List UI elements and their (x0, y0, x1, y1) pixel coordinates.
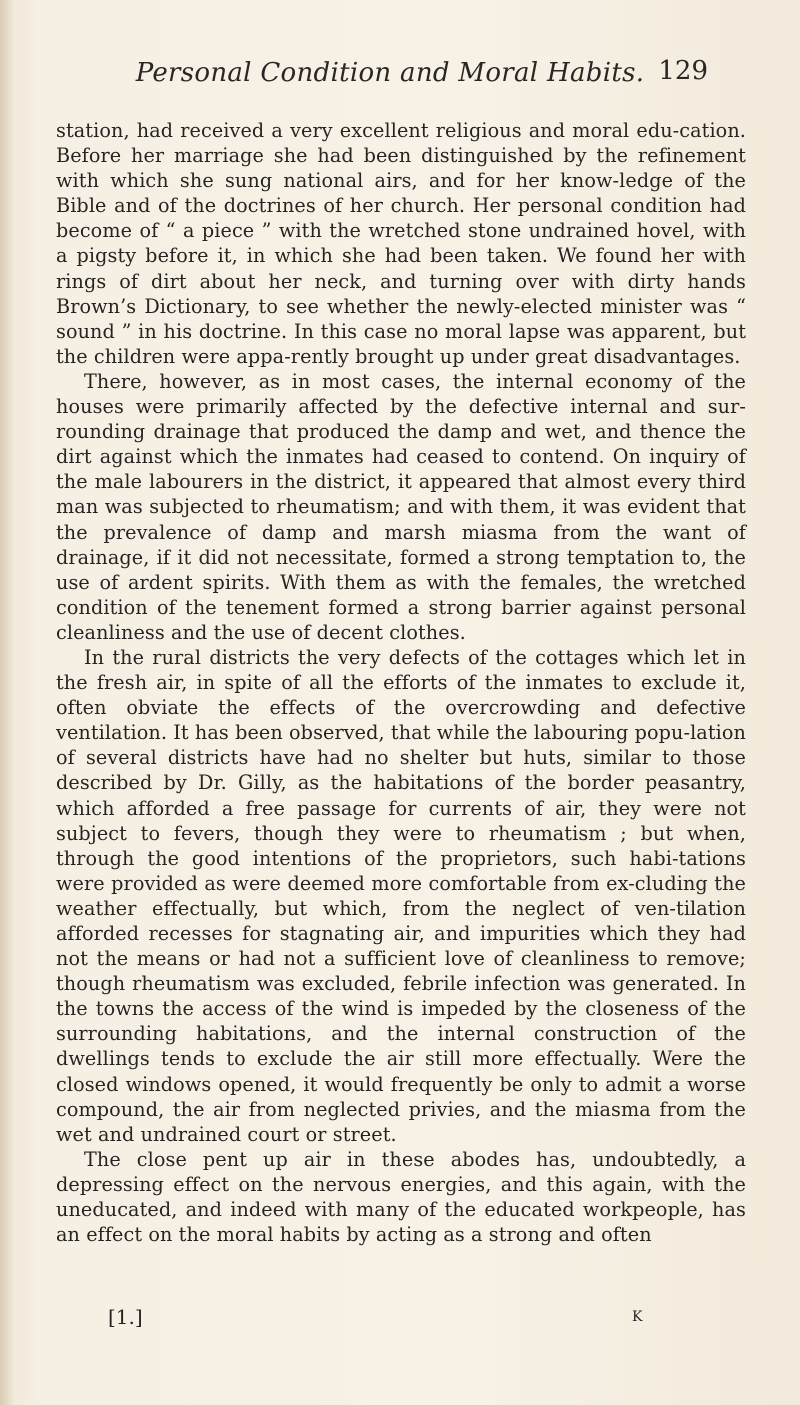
page-number: 129 (658, 56, 708, 86)
running-title: Personal Condition and Moral Habits. (135, 58, 645, 88)
spine-shadow (0, 0, 14, 1405)
paragraph-1: station, had received a very excellent religious and moral edu-cation. Before her marriage she had been distinguished by the refinement with which she sung national airs, and for her know-ledge of the Bible and of the doctrines of her church. Her personal condition had become of “ a piece ” with the wretched stone undrained hovel, with a pigsty before it, in which she had been taken. We found her with rings of dirt about her neck, and turning over with dirty hands Brown’s Dictionary, to see whether the newly-elected minister was “ sound ” in his doctrine. In this case no moral lapse was apparent, but the children were appa-rently brought up under great disadvantages. (56, 119, 746, 368)
paragraph-3: In the rural districts the very defects of the cottages which let in the fresh air, in spite of all the efforts of the inmates to exclude it, often obviate the effects of the overcrowding and defective ventilation. It has been observed, that while the labouring popu-lation of several districts have had no shelter but huts, similar to those described by Dr. Gilly, as the habitations of the border peasantry, which afforded a free passage for currents of air, they were not subject to fevers, though they were to rheumatism ; but when, through the good intentions of the proprietors, such habi-tations were provided as were deemed more comfortable from ex-cluding the weather effectually, but which, from the neglect of ven-tilation afforded recesses for stagnating air, and impurities which they had not the means or had not a sufficient love of cleanliness to remove; though rheumatism was excluded, febrile infection was generated. In the towns the access of the wind is impeded by the closeness of the surrounding habitations, and the internal construction of the dwellings tends to exclude the air still more effectually. Were the closed windows opened, it would frequently be only to admit a worse compound, the air from neglected privies, and the miasma from the wet and undrained court or street. (56, 645, 746, 1146)
signature-mark: K (632, 1309, 644, 1325)
page-header (0, 58, 800, 98)
sheet-mark: [1.] (108, 1305, 143, 1329)
paragraph-4: The close pent up air in these abodes has, undoubtedly, a depressing effect on the nervous energies, and this again, with the uneducated, and indeed with many of the educated workpeople, has an effect on the moral habits by acting as a strong and often (56, 1147, 746, 1247)
body-text (56, 118, 746, 1247)
paragraph-2: There, however, as in most cases, the internal economy of the houses were primarily affected by the defective internal and sur-rounding drainage that produced the damp and wet, and thence the dirt against which the inmates had ceased to contend. On inquiry of the male labourers in the district, it appeared that almost every third man was subjected to rheumatism; and with them, it was evident that the prevalence of damp and marsh miasma from the want of drainage, if it did not necessitate, formed a strong temptation to, the use of ardent spirits. With them as with the females, the wretched condition of the tenement formed a strong barrier against personal cleanliness and the use of decent clothes. (56, 369, 746, 644)
page-footer (0, 1305, 800, 1335)
